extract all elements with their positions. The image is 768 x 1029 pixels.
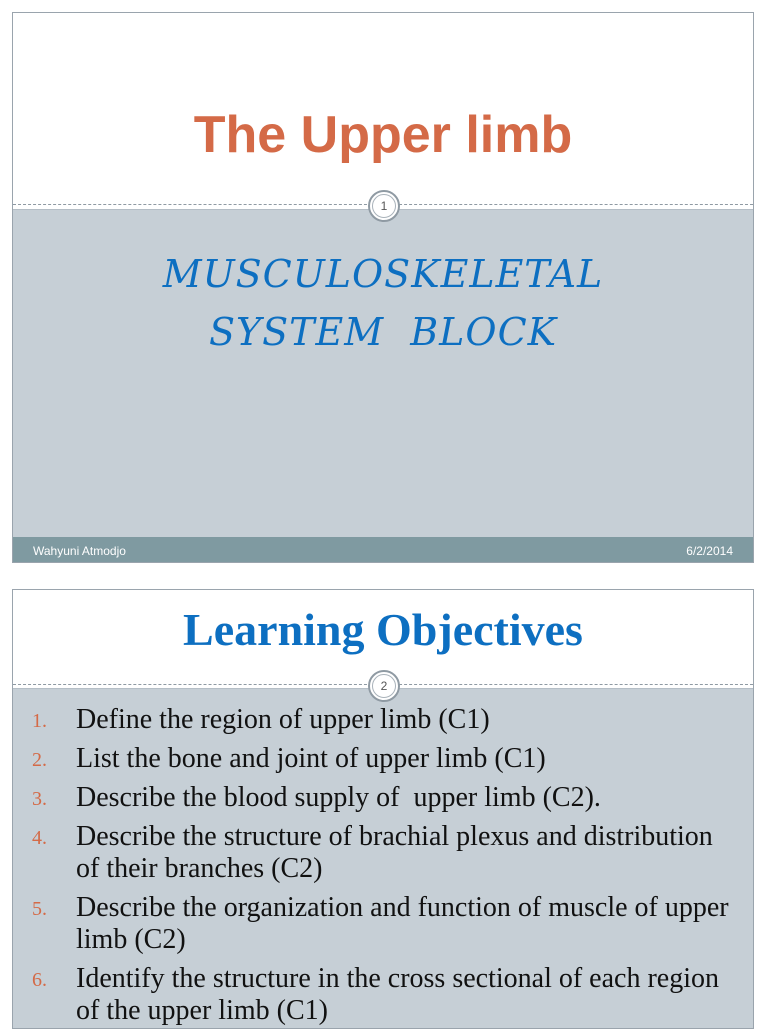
list-item-number: 6.	[32, 969, 47, 991]
slide-1-title: The Upper limb	[193, 106, 573, 164]
subtitle-line-2: SYSTEM BLOCK	[208, 310, 558, 354]
list-item-text: Define the region of upper limb (C1)	[76, 704, 490, 735]
list-item-text: Describe the structure of brachial plexus and distribution of their branches (C2)	[76, 821, 713, 884]
slide-number-badge: 1	[368, 190, 400, 222]
list-item-text: Describe the blood supply of upper limb (C2).	[76, 782, 601, 813]
list-item-number: 5.	[32, 898, 47, 920]
slide-2-title: Learning Objectives	[183, 604, 583, 655]
slide-2-body	[13, 688, 753, 1028]
slide-1	[12, 12, 754, 563]
list-item	[13, 963, 753, 1027]
list-item	[13, 892, 753, 956]
subtitle-line-1: MUSCULOSKELETAL	[162, 252, 604, 296]
list-item-number: 2.	[32, 749, 47, 771]
list-item-number: 1.	[32, 710, 47, 732]
list-item-text: Describe the organization and function of muscle of upper limb (C2)	[76, 892, 729, 955]
list-item	[13, 743, 753, 775]
list-item	[13, 704, 753, 736]
objectives-list	[13, 704, 753, 1029]
slide-1-subtitle	[13, 245, 753, 361]
list-item-text: Identify the structure in the cross sectional of each region of the upper limb (C1)	[76, 963, 719, 1026]
list-item-text: List the bone and joint of upper limb (C1)	[76, 743, 546, 774]
list-item-number: 3.	[32, 788, 47, 810]
slide-1-body	[13, 209, 753, 537]
list-item-number: 4.	[32, 827, 47, 849]
slide-2	[12, 589, 754, 1029]
footer-author: Wahyuni Atmodjo	[33, 544, 126, 558]
list-item	[13, 782, 753, 814]
slide-number-badge: 2	[368, 670, 400, 702]
slide-footer	[13, 537, 753, 563]
slide-1-title-area	[13, 13, 753, 209]
footer-date: 6/2/2014	[686, 544, 733, 558]
list-item	[13, 821, 753, 885]
